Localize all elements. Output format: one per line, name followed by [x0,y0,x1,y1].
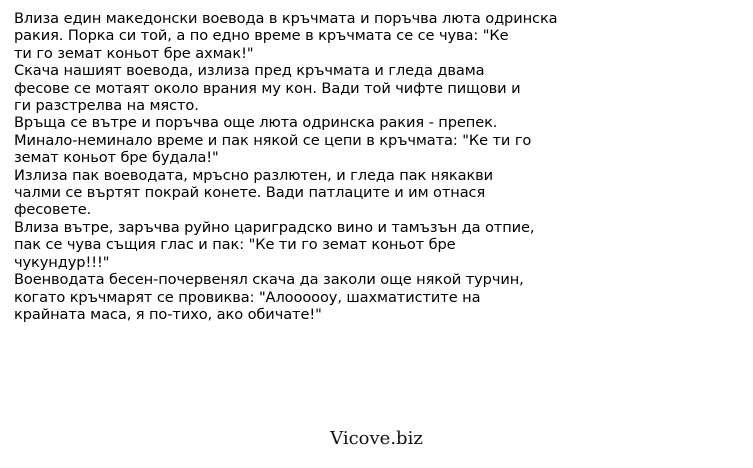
joke-line: ракия. Порка си той, а по едно време в кръчмата се се чува: "Ке [14,27,509,45]
joke-line: Влиза вътре, заръчва руйно цариградско вино и тамъзън да отпие, [14,218,535,236]
joke-line: крайната маса, я по-тихо, ако обичате!" [14,305,322,323]
joke-line: фесове се мотаят около врания му кон. Вади той чифте пищови и [14,79,521,97]
joke-line: ги разстрелва на място. [14,97,199,115]
joke-line: земат коньот бре будала!" [14,149,219,167]
joke-line: пак се чува същия глас и пак: "Ке ти го земат коньот бре [14,236,456,254]
joke-line: чукундур!!!" [14,253,110,271]
joke-line: ти го земат коньот бре ахмак!" [14,44,254,62]
joke-line: Минало-неминало време и пак някой се цепи в кръчмата: "Ке ти го [14,131,532,149]
joke-line: фесовете. [14,201,92,219]
joke-line: чалми се въртят покрай конете. Вади патлаците и им отнася [14,184,486,202]
joke-line: Влиза един македонски воевода в кръчмата и поръчва люта одринска [14,10,558,27]
joke-line: Връща се вътре и поръчва още люта одринска ракия - препек. [14,114,498,132]
joke-line: Военводата бесен-почервенял скача да заколи още някой турчин, [14,271,524,289]
joke-line: Излиза пак воеводата, мръсно разлютен, и гледа пак някакви [14,166,494,184]
joke-line: когато кръчмарят се провиква: "Алоооооу, шахматистите на [14,288,481,306]
joke-line: Скача нашият воевода, излиза пред кръчмата и гледа двама [14,62,485,80]
site-watermark: Vicove.biz [330,428,423,449]
joke-text [14,10,604,323]
